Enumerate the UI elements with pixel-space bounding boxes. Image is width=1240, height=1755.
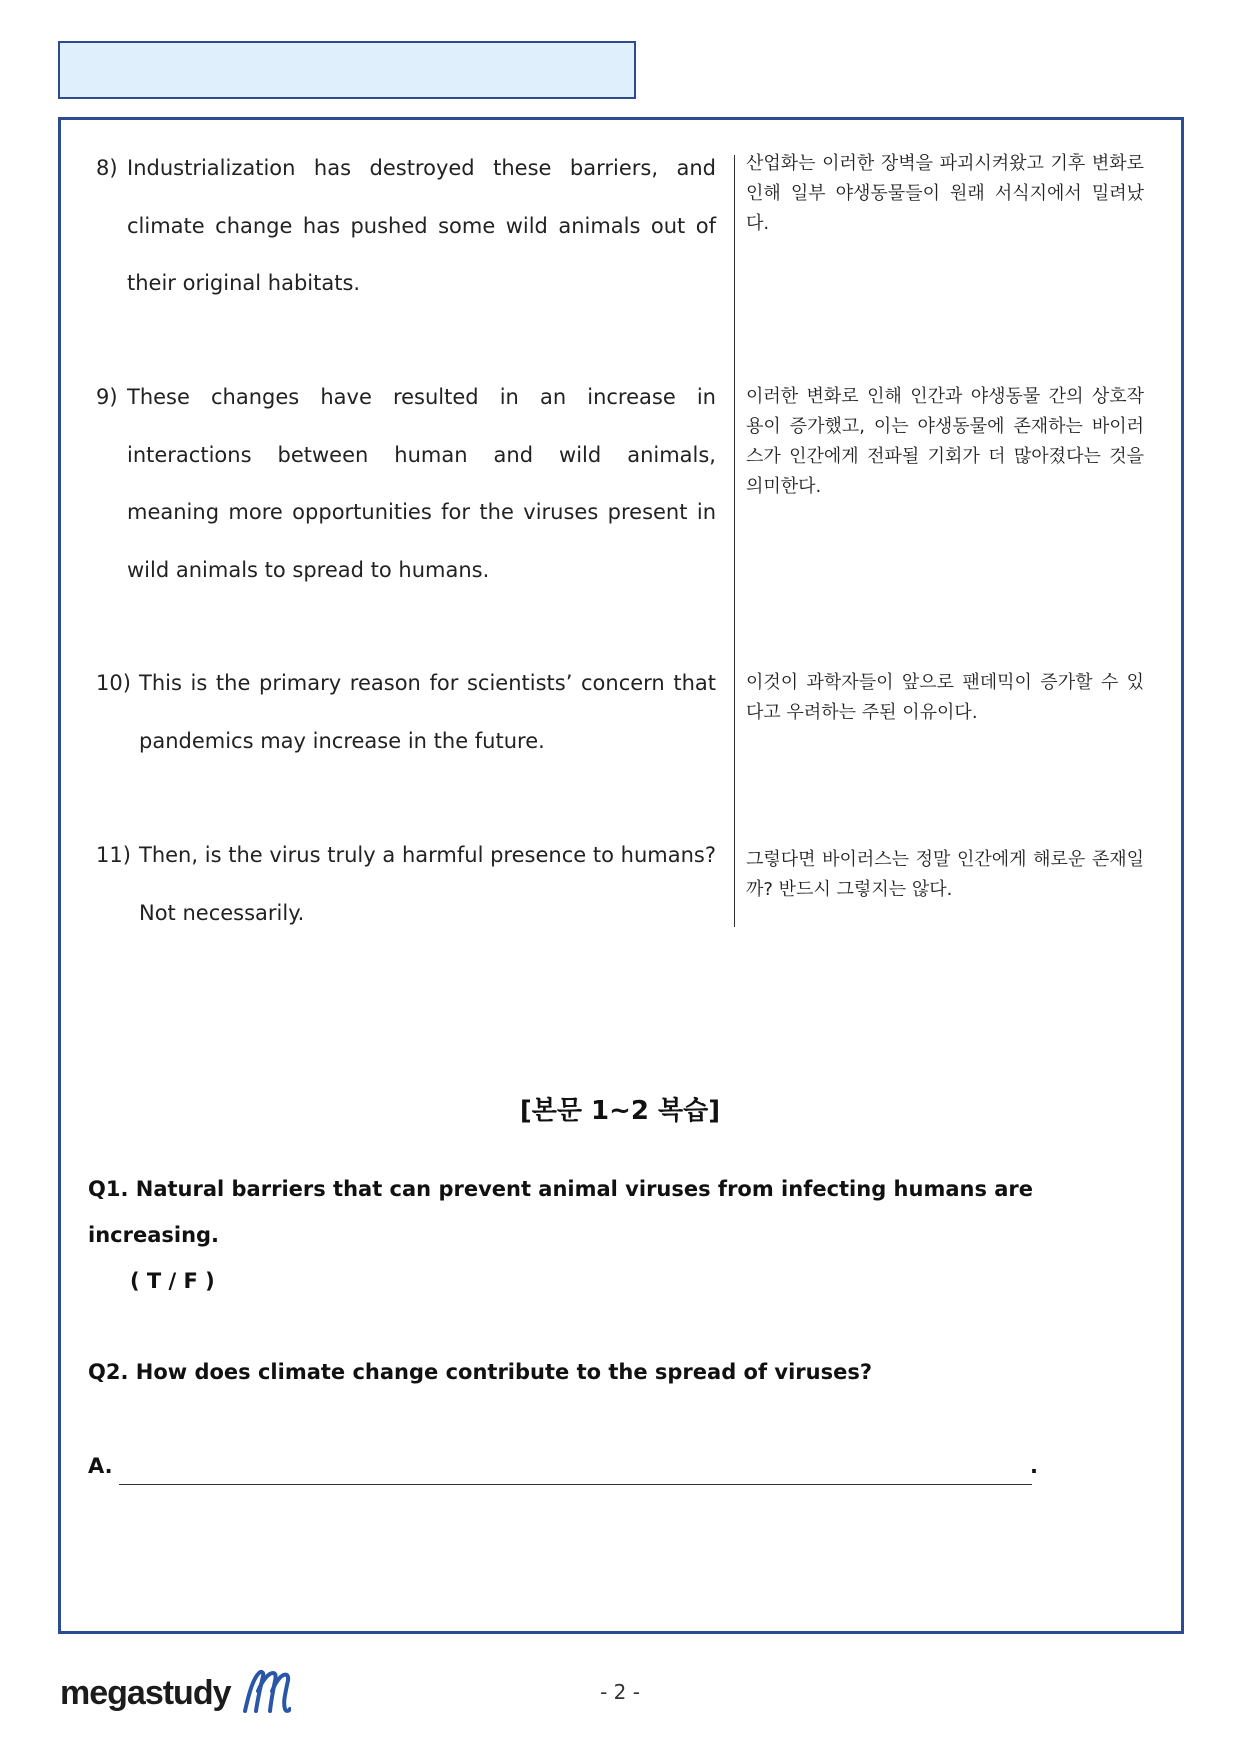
- sentence-en-11: [96, 827, 716, 942]
- header-title-box: [58, 41, 636, 99]
- sentence-text: This is the primary reason for scientists’ concern that pandemics may increase in the future.: [139, 671, 716, 753]
- column-divider: [734, 155, 735, 927]
- sentence-number: 9): [96, 385, 118, 409]
- logo-text: megastudy: [60, 1673, 231, 1712]
- review-title: [본문 1~2 복습]: [519, 1096, 721, 1126]
- sentence-text: These changes have resulted in an increase in interactions between human and wild animals, meaning more opportunities for the viruses present in wild animals to spread to humans.: [127, 385, 716, 582]
- sentence-number: 11): [96, 843, 131, 867]
- sentence-text: Then, is the virus truly a harmful presence to humans? Not necessarily.: [139, 843, 716, 925]
- answer-end-period: .: [1030, 1454, 1038, 1478]
- sentence-number: 10): [96, 671, 131, 695]
- sentence-ko-9: 이러한 변화로 인해 인간과 야생동물 간의 상호작용이 증가했고, 이는 야생동물에 존재하는 바이러스가 인간에게 전파될 기회가 더 많아졌다는 것을 의미한다.: [746, 386, 1144, 497]
- sentence-number: 8): [96, 156, 118, 180]
- sentence-en-8: [96, 140, 716, 313]
- answer-blank-line[interactable]: [119, 1484, 1032, 1485]
- sentence-text: Industrialization has destroyed these barriers, and climate change has pushed some wild animals out of their original habitats.: [127, 156, 716, 295]
- sentence-ko-11: 그렇다면 바이러스는 정말 인간에게 해로운 존재일까? 반드시 그렇지는 않다.: [746, 849, 1144, 900]
- question-1-choice: ( T / F ): [130, 1269, 215, 1293]
- sentence-en-9: [96, 369, 716, 599]
- question-1: [88, 1166, 1168, 1304]
- sentence-ko-10: 이것이 과학자들이 앞으로 팬데믹이 증가할 수 있다고 우려하는 주된 이유이다.: [746, 672, 1144, 723]
- sentence-ko-8: 산업화는 이러한 장벽을 파괴시켜왔고 기후 변화로 인해 일부 야생동물들이 원래 서식지에서 밀려났다.: [746, 153, 1144, 234]
- page-number: - 2 -: [600, 1680, 640, 1704]
- answer-label: A.: [88, 1454, 113, 1478]
- sentence-en-10: [96, 655, 716, 770]
- question-1-text: Q1. Natural barriers that can prevent animal viruses from infecting humans are increasing.: [88, 1177, 1034, 1247]
- question-2: Q2. How does climate change contribute to the spread of viruses?: [88, 1360, 873, 1384]
